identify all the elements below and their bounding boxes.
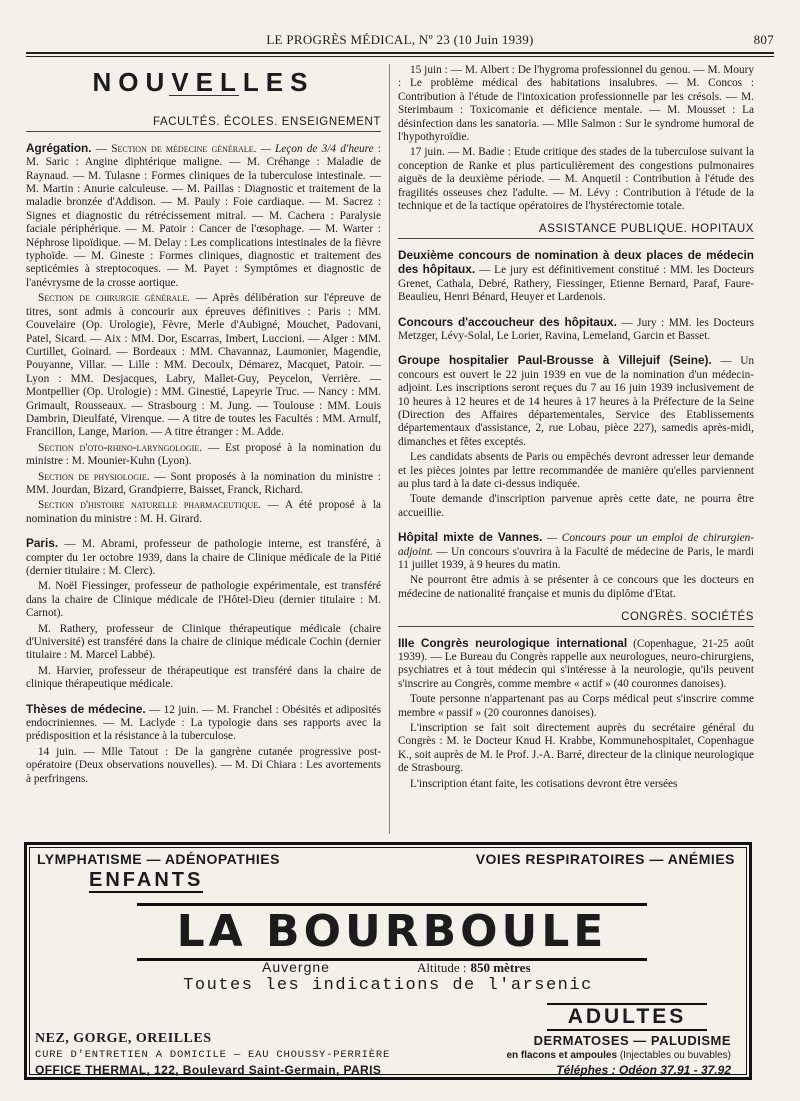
journal-title: LE PROGRÈS MÉDICAL, Nº 23 (10 Juin 1939) — [266, 32, 534, 47]
ad-arsenic-line: Toutes les indications de l'arsenic — [183, 976, 593, 995]
ad-telephone: Téléphes : Odéon 37.91 - 37.92 — [556, 1063, 731, 1077]
paragraph-orl — [26, 442, 381, 469]
ad-region: Auvergne — [262, 959, 330, 975]
paragraph-brousse-3: Toute demande d'inscription parvenue après cette date, ne pourra être accueillie. — [398, 493, 754, 519]
paragraph-congres-3: L'inscription se fait soit directement auprès du secrétaire général du Congrès : M. le Docteur Knud H. Krabbe, Kommunehospitalet, Copenhague K., soit auprès de M. le Prof. J.-A. Barré, directeur de la clinique neurologique de Strasbourg. — [398, 722, 754, 775]
header-rule-thin — [26, 56, 774, 57]
lead-theses: Thèses de médecine. — [26, 701, 146, 716]
paragraph-brousse-2: Les candidats absents de Paris ou empêchés devront adresser leur demande et les pièces jointes par lettre recommandée de manière qu'elles parviennent au plus tard à la date ci-dessus indiquée. — [398, 451, 754, 490]
paris-text-1: — M. Abrami, professeur de pathologie interne, est transféré, à compter du 1er octobre 1939, dans la chaire de Clinique médicale de la Pitié (dernier titulaire : M. Clerc). — [26, 538, 381, 577]
ad-adultes: ADULTES — [547, 1003, 707, 1031]
column-divider — [389, 64, 390, 834]
concours-text: — Le jury est définitivement constitué : MM. les Docteurs Grenet, Cathala, Debré, Rathery, Fiessinger, Etienne Bernard, Paraf, Faure-Beaulieu, Henri Bénard, Heuyer et Lardenois. — [398, 264, 754, 304]
lead-accoucheur: Concours d'accoucheur des hôpitaux. — [398, 314, 617, 329]
paragraph-congres — [398, 637, 754, 692]
paragraph-theses-3: 15 juin : — M. Albert : De l'hygroma professionnel du genou. — M. Moury : Le problème médical des habitations insalubres. — M. Concos : Contribution à l'étude de l'intoxication professionnelle par les crésols. — M. Sterimbaum : Toxicomanie et déficience mentale. — M. Mousset : La désinfection dans les sanatoria. — Mlle Salmon : Sur le syndrome humoral de l'hypothyroïdie. — [398, 64, 754, 144]
ad-enfants: ENFANTS — [89, 869, 204, 891]
accoucheur-text: — Jury : MM. les Docteurs Metzger, Lévy-Solal, Le Lorier, Ravina, Lemeland, Garcin et Basset. — [398, 316, 754, 342]
subsection-chirurgie: Section de chirurgie générale. — [38, 292, 190, 305]
vannes-italic: — Concours pour un emploi de chirurgien-adjoint. — [398, 532, 755, 558]
ad-altitude-value: 850 mètres — [470, 960, 531, 975]
ad-dermatoses: DERMATOSES — PALUDISME — [533, 1033, 731, 1048]
paragraph-theses-4: 17 juin. — M. Badie : Etude critique des stades de la tuberculose suivant la conception de Ranke et plus particulièrement des congestions pulmonaires aiguës de la deuxième période. — M. Anquetil : Contribution à l'étude des fragilités osseuses chez l'adulte. — M. Lévy : Contribution à l'étude de la technique et de la tactique opératoires de l'hystérectomie totale. — [398, 146, 754, 213]
lead-brousse: Groupe hospitalier Paul-Brousse à Villejuif (Seine). — [398, 353, 712, 368]
header-rule — [26, 52, 774, 54]
paragraph-paris-4: M. Harvier, professeur de thérapeutique est transféré dans la chaire de clinique thérapeutique médicale. — [26, 664, 381, 691]
ad-indications-children: LYMPHATISME — ADÉNOPATHIES — [37, 851, 280, 867]
subsection-physiologie: Section de physiologie. — [38, 470, 150, 483]
paragraph-paris-3: M. Rathery, professeur de Clinique thérapeutique médicale (chaire d'Université) est transféré dans la chaire de clinique médicale Cochin (dernier titulaire : M. Marcel Labbé). — [26, 622, 381, 662]
subsection-histoire: Section d'histoire naturelle pharmaceutique. — [38, 499, 261, 512]
agregation-text: : M. Saric : Angine diphtérique maligne. — M. Créhange : Maladie de Raynaud. — M. Tulasne : Formes cliniques de la tuberculose intestinale. — M. Martin : Anurie calculeuse. — M. Paillas : Diagnostic et traitement de la maladie bronzée d'Addison. — M. Pauly : Foie cardiaque. — M. Sacrez : Signes et diagnostic du rétrécissement mitral. — M. Cachera : Paralysie faciale périphérique. — M. Patoir : Cancer de l'œsophage. — M. Warter : Néphrose lipoïdique. — M. Delay : Les complications intestinales de la fièvre typhoïde. — M. Gineste : Formes cliniques, diagnostic et traitement des septicémies à streptocoques. — M. Payet : Symptômes et diagnostic de l'anévrysme de la crosse aortique. — [26, 142, 381, 289]
ad-office-address: OFFICE THERMAL, 122, Boulevard Saint-Germain, PARIS — [35, 1063, 382, 1077]
paragraph-paris-2: M. Noël Fiessinger, professeur de pathologie expérimentale, est transféré dans la chaire de Clinique médicale de l'Hôtel-Dieu (dernier titulaire : M. Carnot). — [26, 580, 381, 620]
lead-vannes: Hôpital mixte de Vannes. — [398, 530, 543, 545]
histoire-text: — A été proposé à la nomination du ministre : M. H. Girard. — [26, 499, 381, 525]
paragraph-theses — [26, 703, 381, 744]
chirurgie-text: — Après délibération sur l'épreuve de titres, sont admis à concourir aux épreuves définitives : Paris : MM. Couvelaire (Op. Urologie), Fèvre, Merle d'Aubigné, Mouchet, Padovani, Patel, Sicard. — Aix : MM. Dor, Escarras, Imbert, Luccioni. — Alger : MM. Curtillet, Goinard. — Bordeaux : MM. Chavannaz, Laumonier, Magendie, Pouyanne, Villar. — Lille : MM. Decoulx, Démarez, Macquet, Patoir. — Lyon : MM. Desjacques, Labry, Mallet-Guy, Peycelon, Verrière. — Montpellier (Op. Urologie) : MM. Ginestié, Lapeyrie Truc. — Nancy : MM. Grimault, Rousseaux. — Strasbourg : M. Jung. — Toulouse : MM. Louis Dambrin, Dieulfaté, Virenque. — A titre de toutes les Facultés : MM. Arnulf, Francillon, Lange, Marion. — A titre étranger : M. Adde. — [26, 292, 382, 439]
paragraph-vannes — [398, 531, 754, 572]
page-number: 807 — [753, 32, 774, 47]
section-heading-text: ASSISTANCE PUBLIQUE. HOPITAUX — [538, 223, 754, 236]
paragraph-accoucheur — [398, 316, 754, 344]
section-heading-text: CONGRÈS. SOCIÉTÉS — [621, 611, 754, 624]
paragraph-vannes-2: Ne pourront être admis à se présenter à ce concours que les docteurs en médecine de nationalité française et munis du diplôme d'Etat. — [398, 574, 754, 600]
ad-nez-gorge: NEZ, GORGE, OREILLES — [35, 1031, 212, 1046]
right-column — [398, 64, 754, 793]
physiologie-text: — Sont proposés à la nomination du ministre : MM. Jourdan, Bizard, Grandpierre, Baisset, Franck, Richard. — [26, 470, 381, 496]
section-title-nouvelles: NOUVELLES — [92, 67, 315, 97]
theses-text-1: — 12 juin. — M. Franchel : Obésités et adiposités endocriniennes. — M. Laclyde : La typologie dans ses rapports avec la prédisposition et la résistance à la tuberculose. — [26, 703, 381, 743]
ad-flacons-note: (Injectables ou buvables) — [619, 1050, 731, 1061]
section-heading-text: FACULTÉS. ÉCOLES. ENSEIGNEMENT — [152, 116, 381, 129]
brousse-text-1: — Un concours est ouvert le 22 juin 1939 en vue de la nomination d'un médecin-adjoint. Les inscriptions seront reçues du 7 au 16 juin 1939 inclusivement de 10 heures à 12 heures et de 14 heures à 17 heures à la Préfecture de la Seine (Direction des Affaires départementales, Service des Etablissements départementaux d'assistance, 2, rue Lobau, pièce 227), samedis après-midi, dimanches et fêtes exceptés. — [398, 355, 754, 448]
paragraph-brousse — [398, 354, 754, 449]
left-column — [26, 64, 381, 788]
advertisement-la-bourboule — [24, 842, 752, 1080]
ad-altitude — [417, 960, 531, 976]
ad-indications-respiratory: VOIES RESPIRATOIRES — ANÉMIES — [475, 851, 735, 867]
lead-congres: IIIe Congrès neurologique international — [398, 635, 628, 650]
lead-agregation: Agrégation. — [26, 140, 92, 155]
section-heading-congres — [398, 611, 754, 626]
running-head — [26, 32, 774, 50]
section-heading-assistance — [398, 223, 754, 238]
spacer — [26, 528, 381, 537]
paragraph-congres-2: Toute personne n'appartenant pas au Corps médical peut s'inscrire comme membre « passif » (20 couronnes danoises). — [398, 693, 754, 719]
ad-cure-domicile: CURE D'ENTRETIEN A DOMICILE — EAU CHOUSSY-PERRIÈRE — [35, 1049, 391, 1061]
subsection-orl: Section d'oto-rhino-laryngologie. — [38, 441, 202, 454]
subsection-medecine: — Section de médecine générale. — [95, 142, 257, 155]
lead-paris: Paris. — [26, 536, 59, 551]
ad-brand-name: LA BOURBOULE — [176, 906, 608, 957]
paragraph-theses-2: 14 juin. — Mlle Tatout : De la gangrène cutanée progressive post-opératoire (Deux observations nouvelles). — M. Di Chiara : Les avortements à perfringens. — [26, 745, 381, 785]
paragraph-agregation — [26, 142, 381, 290]
paragraph-histoire — [26, 499, 381, 526]
section-heading-facultes — [26, 116, 381, 131]
paragraph-physiologie — [26, 471, 381, 498]
ad-flacons — [506, 1050, 731, 1061]
paragraph-chirurgie — [26, 292, 381, 439]
orl-text: — Est proposé à la nomination du ministre : M. Mounier-Kuhn (Lyon). — [26, 441, 381, 468]
ad-brand-box — [137, 903, 647, 961]
vannes-text-1: — Un concours s'ouvrira à la Faculté de médecine de Paris, le mardi 11 juillet 1939, à 9 heures du matin. — [398, 545, 754, 571]
paragraph-concours — [398, 249, 754, 305]
lead-concours: Deuxième concours de nomination à deux places de médecin des hôpitaux. — [398, 247, 754, 277]
paragraph-paris — [26, 537, 381, 578]
paragraph-congres-4: L'inscription étant faite, les cotisations devront être versées — [410, 777, 678, 790]
lecon-duration: — Leçon de 3/4 d'heure — [260, 142, 374, 155]
ad-altitude-label: Altitude : — [417, 960, 467, 975]
ad-flacons-main: en flacons et ampoules — [506, 1050, 618, 1061]
congres-text-1: (Copenhague, 21-25 août 1939). — Le Bureau du Congrès rappelle aux neurologues, neuro-chirurgiens, psychiatres et à tout médecin qui s'intéresse à la neurologie, qu'ils peuvent s'inscrire au Congrès, comme membre « actif » (40 couronnes danoises). — [398, 637, 755, 690]
